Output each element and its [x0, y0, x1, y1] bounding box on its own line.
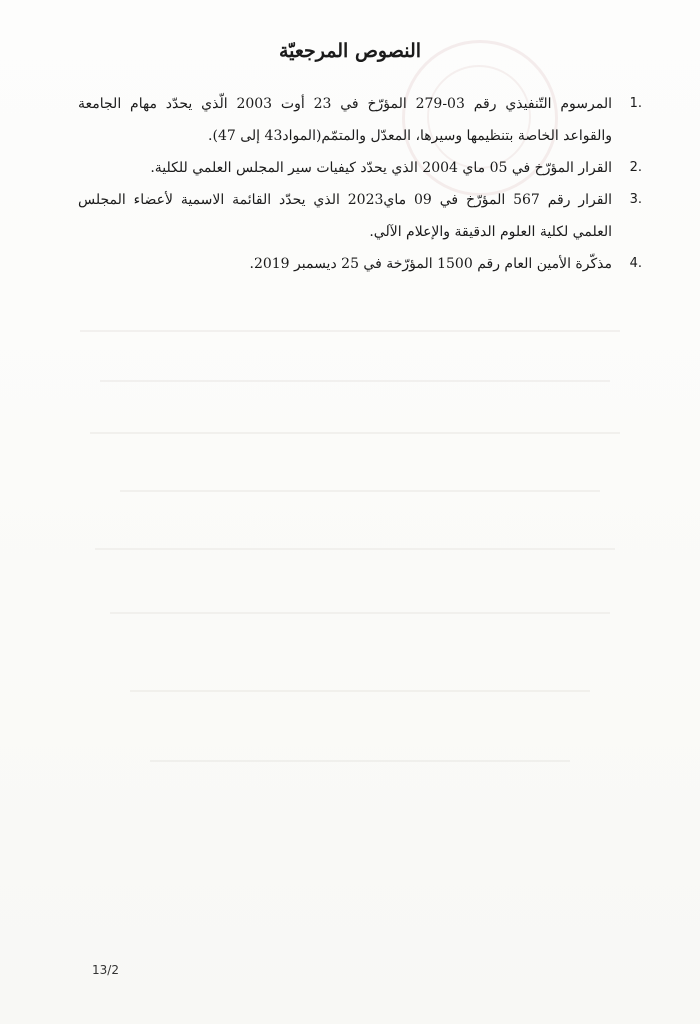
page-number: 13/2 [92, 963, 119, 977]
show-through-line [80, 330, 620, 332]
list-item [78, 184, 642, 248]
show-through-line [90, 432, 620, 434]
item-number: 1. [629, 96, 642, 111]
item-text: القرار المؤرّخ في 05 ماي 2004 الذي يحدّد كيفيات سير المجلس العلمي للكلية. [150, 160, 612, 176]
list-item [78, 152, 642, 184]
reference-list [78, 88, 642, 280]
show-through-line [120, 490, 600, 492]
item-text: المرسوم التّنفيذي رقم 03-279 المؤرّخ في 23 أوت 2003 الّذي يحدّد مهام الجامعة والقواعد الخاصة بتنظيمها وسيرها، المعدّل والمتمّم(المواد43 إلى 47). [78, 96, 612, 144]
show-through-line [150, 760, 570, 762]
item-number: 2. [629, 160, 642, 175]
item-text: القرار رقم 567 المؤرّخ في 09 ماي2023 الذي يحدّد القائمة الاسمية لأعضاء المجلس العلمي لكلية العلوم الدقيقة والإعلام الآلي. [78, 192, 612, 240]
list-item [78, 88, 642, 152]
show-through-line [110, 612, 610, 614]
show-through-line [95, 548, 615, 550]
item-number: 4. [629, 256, 642, 271]
item-text: مذكّرة الأمين العام رقم 1500 المؤرّخة في 25 ديسمبر 2019. [249, 256, 612, 272]
list-item [78, 248, 642, 280]
item-number: 3. [629, 192, 642, 207]
page-title: النصوص المرجعيّة [278, 40, 422, 62]
show-through-line [100, 380, 610, 382]
show-through-line [130, 690, 590, 692]
